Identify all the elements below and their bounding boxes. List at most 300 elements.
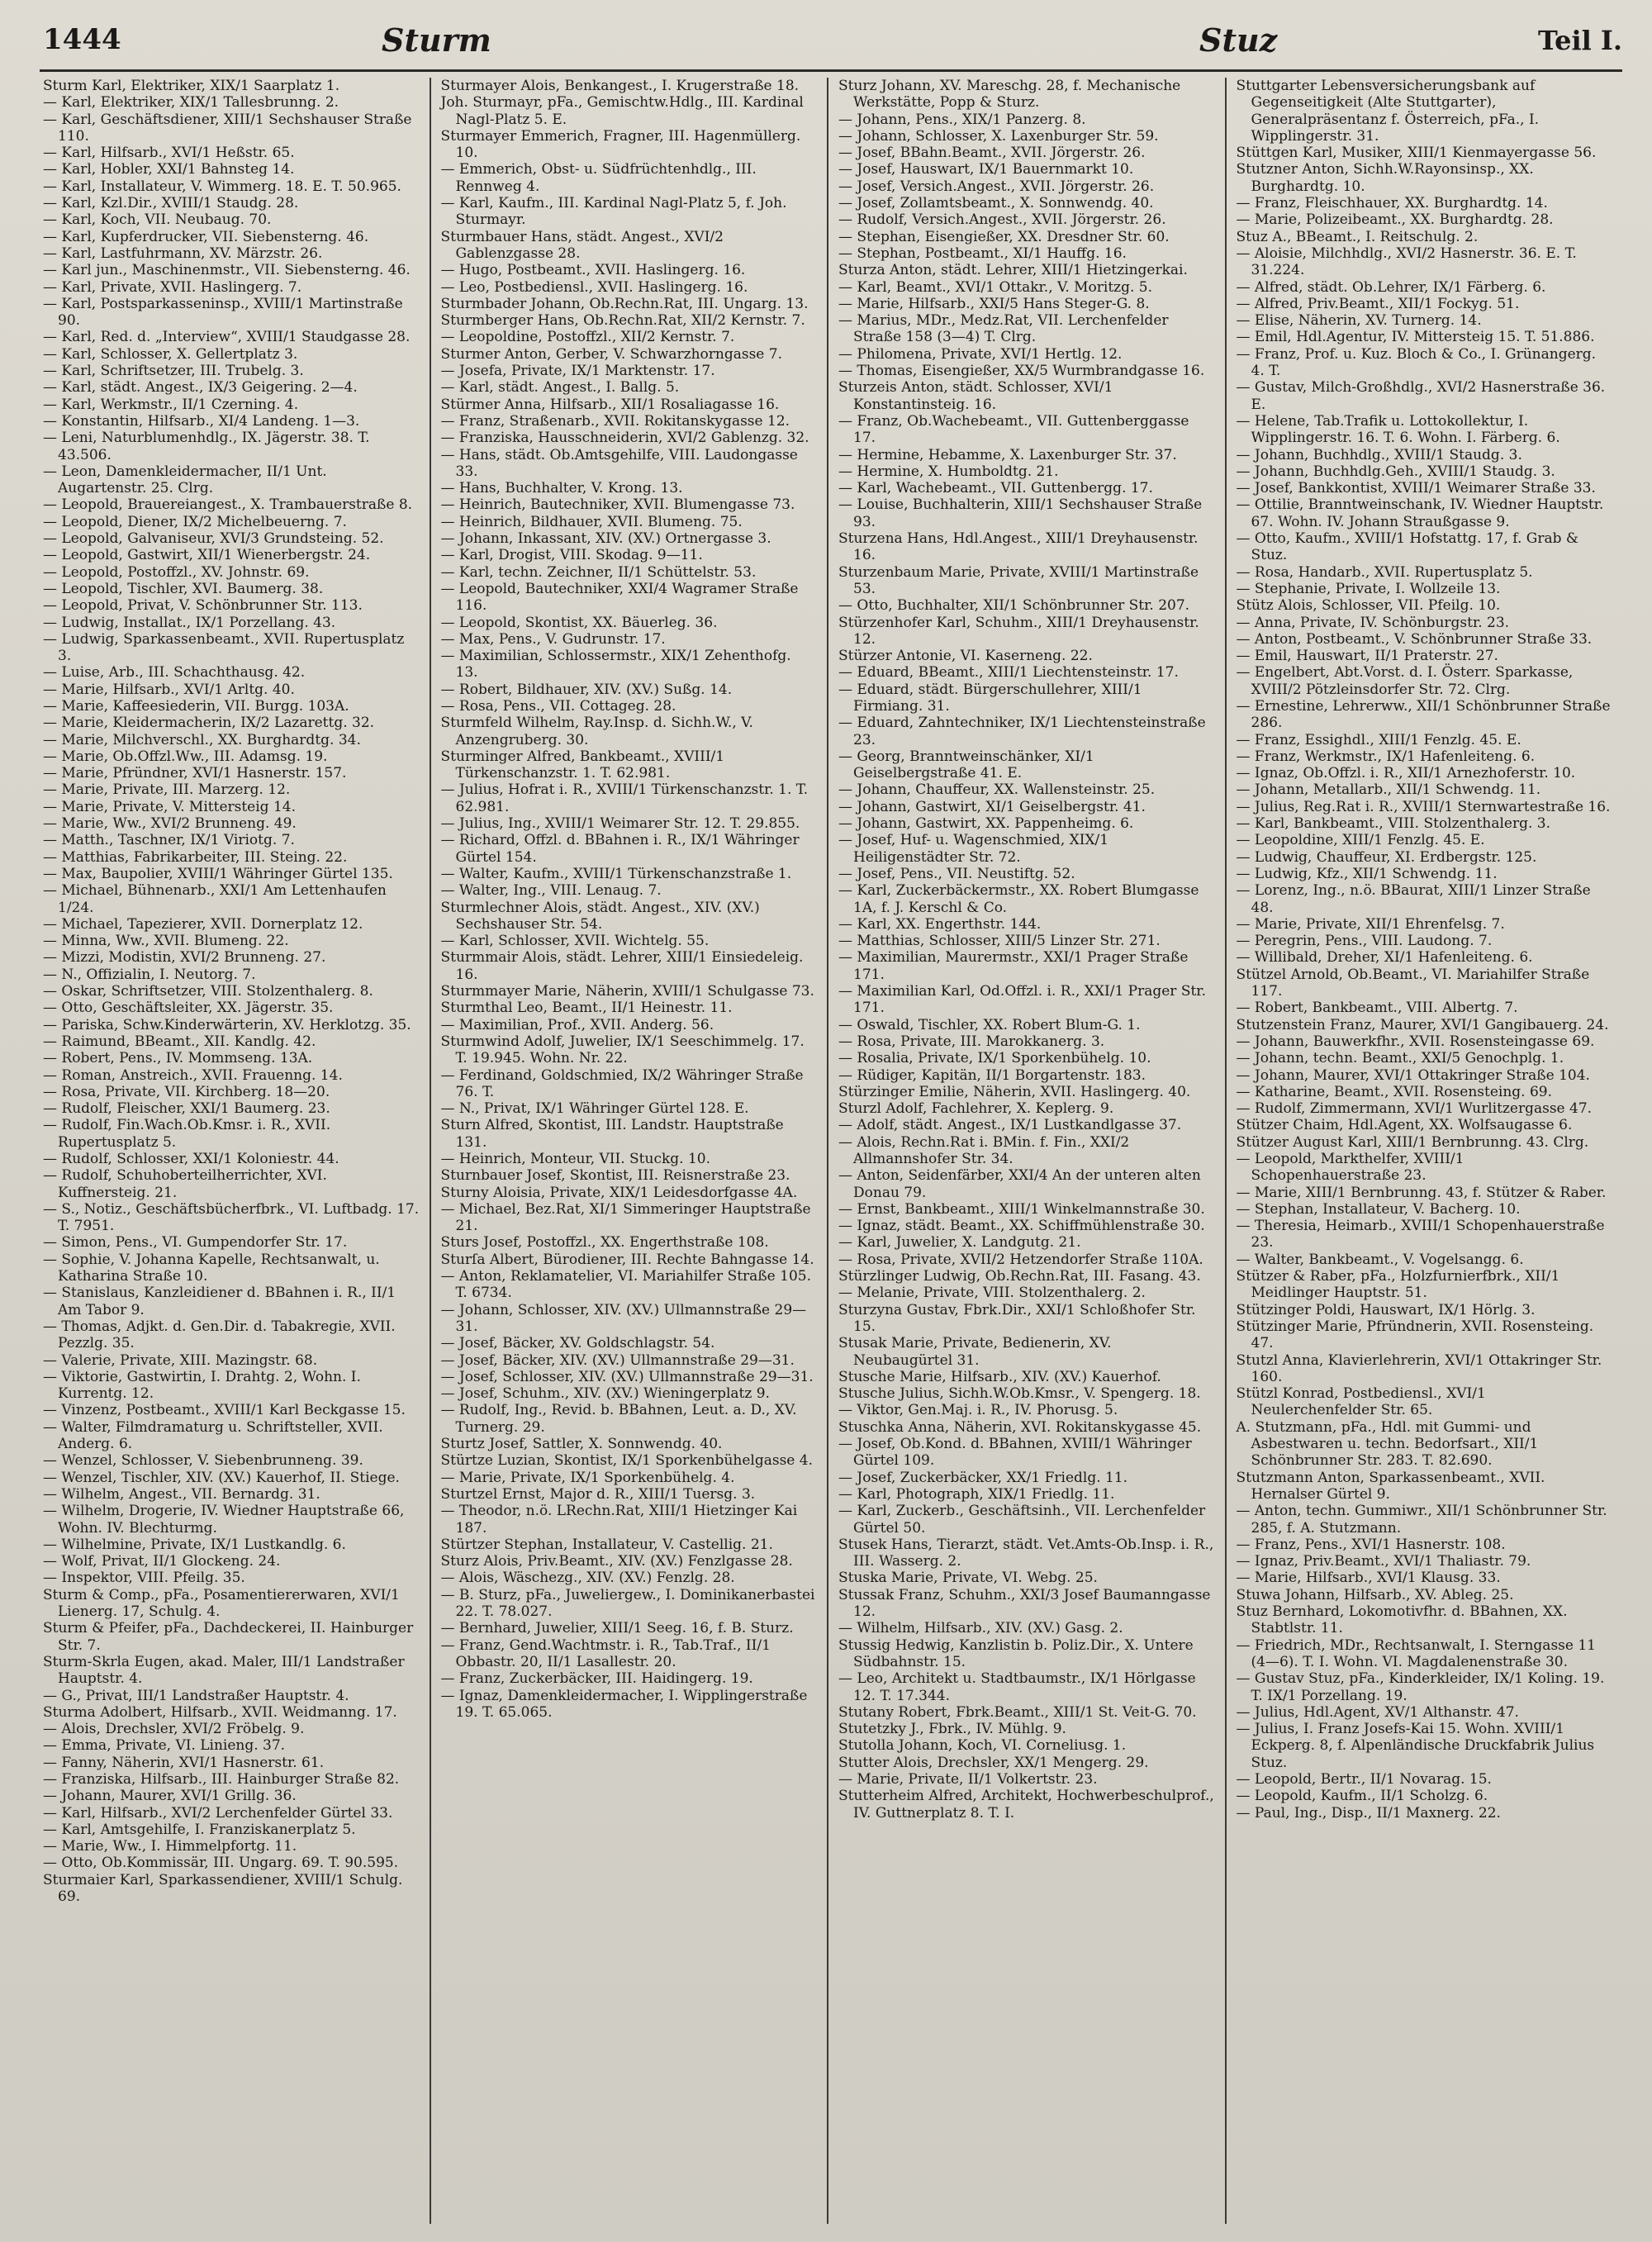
directory-entry: — Viktor, Gen.Maj. i. R., IV. Phorusg. 5. (838, 1402, 1118, 1419)
directory-entry: — Karl, Juwelier, X. Landgutg. 21. (838, 1234, 1081, 1252)
directory-entry: Stussig Hedwig, Kanzlistin b. Poliz.Dir., X. Untere Südbahnstr. 15. (838, 1636, 1194, 1670)
directory-entry: — Johann, Gastwirt, XI/1 Geiselbergstr. 41. (838, 798, 1146, 815)
directory-entry: Stützer August Karl, XIII/1 Bernbrunng. 43. Clrg. (1236, 1133, 1589, 1151)
directory-entry: — Franz, Gend.Wachtmstr. i. R., Tab.Traf., II/1 Obbastr. 20, II/1 Lasallestr. 20. (440, 1636, 771, 1670)
directory-entry: — Leo, Architekt u. Stadtbaumstr., IX/1 Hörlgasse 12. T. 17.344. (838, 1670, 1196, 1704)
directory-entry: — Michael, Bez.Rat, XI/1 Simmeringer Hauptstraße 21. (440, 1200, 811, 1235)
directory-entry: — Leon, Damenkleidermacher, II/1 Unt. Augartenstr. 25. Clrg. (43, 463, 327, 497)
directory-entry: — Robert, Bankbeamt., VIII. Albertg. 7. (1236, 1000, 1518, 1017)
directory-entry: Stuschka Anna, Näherin, XVI. Rokitanskygasse 45. (838, 1418, 1202, 1436)
directory-entry: Sturmbauer Hans, städt. Angest., XVI/2 Gablenzgasse 28. (440, 228, 724, 262)
directory-entry: Stützer Chaim, Hdl.Agent, XX. Wolfsaugasse 6. (1236, 1117, 1573, 1134)
directory-entry: Sturm & Pfeifer, pFa., Dachdeckerei, II. Hainburger Str. 7. (43, 1620, 414, 1654)
directory-entry: — Sophie, V. Johanna Kapelle, Rechtsanwalt, u. Katharina Straße 10. (43, 1251, 380, 1285)
directory-entry: — Stephan, Eisengießer, XX. Dresdner Str. 60. (838, 228, 1170, 245)
directory-entry: — Viktorie, Gastwirtin, I. Drahtg. 2, Wohn. I. Kurrentg. 12. (43, 1368, 361, 1403)
directory-entry: — Rudolf, Schlosser, XXI/1 Koloniestr. 44. (43, 1151, 339, 1167)
directory-entry: — Karl, Hilfsarb., XVI/1 Heßstr. 65. (43, 145, 295, 162)
directory-entry: — Karl, Red. d. „Interview“, XVIII/1 Staudgasse 28. (43, 329, 411, 346)
directory-entry: — Aloisie, Milchhdlg., XVI/2 Hasnerstr. 36. E. T. 31.224. (1236, 245, 1577, 279)
directory-entry: — B. Sturz, pFa., Juweliergew., I. Dominikanerbastei 22. T. 78.027. (440, 1586, 815, 1621)
directory-entry: — Oswald, Tischler, XX. Robert Blum-G. 1. (838, 1016, 1141, 1033)
directory-entry: — Josef, Zuckerbäcker, XX/1 Friedlg. 11. (838, 1469, 1128, 1486)
directory-entry: Sturmthal Leo, Beamt., II/1 Heinestr. 11. (440, 1000, 733, 1017)
directory-entry: — Johann, Maurer, XVI/1 Grillg. 36. (43, 1788, 297, 1805)
directory-entry: Sturmmayer Marie, Näherin, XVIII/1 Schulgasse 73. (440, 983, 814, 1000)
directory-entry: — Heinrich, Bildhauer, XVII. Blumeng. 75. (440, 513, 743, 530)
directory-entry: — Karl, Koch, VII. Neubaug. 70. (43, 211, 272, 229)
directory-entry: Sturmaier Karl, Sparkassendiener, XVIII/1 Schulg. 69. (43, 1871, 403, 1906)
directory-entry: — Walter, Ing., VIII. Lenaug. 7. (440, 882, 662, 900)
directory-entry: — Marie, Hilfsarb., XVI/1 Arltg. 40. (43, 681, 295, 698)
directory-entry: — Walter, Bankbeamt., V. Vogelsangg. 6. (1236, 1251, 1524, 1268)
directory-entry: Stürzer Antonie, VI. Kaserneng. 22. (838, 648, 1093, 665)
directory-entry: — Emil, Hauswart, II/1 Praterstr. 27. (1236, 648, 1498, 665)
directory-entry: — Wilhelm, Hilfsarb., XIV. (XV.) Gasg. 2. (838, 1620, 1123, 1637)
directory-entry: — Luise, Arb., III. Schachthausg. 42. (43, 664, 306, 682)
directory-entry: — Helene, Tab.Trafik u. Lottokollektur, I. Wipplingerstr. 16. T. 6. Wohn. I. Färberg. 6. (1236, 412, 1560, 447)
directory-entry: — Valerie, Private, XIII. Mazingstr. 68. (43, 1351, 318, 1369)
directory-entry: Stutany Robert, Fbrk.Beamt., XIII/1 St. Veit-G. 70. (838, 1703, 1197, 1721)
directory-entry: — Marius, MDr., Medz.Rat, VII. Lerchenfelder Straße 158 (3—4) T. Clrg. (838, 312, 1169, 346)
directory-entry: — Karl, Bankbeamt., VIII. Stolzenthalerg. 3. (1236, 815, 1551, 833)
directory-entry: — Karl, Elektriker, XIX/1 Tallesbrunng. 2. (43, 94, 339, 112)
directory-entry: — Matth., Taschner, IX/1 Viriotg. 7. (43, 832, 295, 849)
directory-entry: Sturzl Adolf, Fachlehrer, X. Keplerg. 9. (838, 1100, 1114, 1118)
directory-entry: Stützinger Marie, Pfründnerin, XVII. Rosensteing. 47. (1236, 1318, 1594, 1352)
directory-entry: — Johann, Metallarb., XII/1 Schwendg. 11. (1236, 781, 1541, 799)
directory-entry: Stutzenstein Franz, Maurer, XVI/1 Gangibauerg. 24. (1236, 1016, 1609, 1033)
directory-entry: — Julius, I. Franz Josefs-Kai 15. Wohn. XVIII/1 Eckperg. 8, f. Alpenländische Druckfabrik Julius Stuz. (1236, 1721, 1595, 1771)
directory-entry: — G., Privat, III/1 Landstraßer Hauptstr. 4. (43, 1687, 349, 1704)
directory-entry: — Anton, techn. Gummiwr., XII/1 Schönbrunner Str. 285, f. A. Stutzmann. (1236, 1503, 1607, 1537)
directory-entry: — Paul, Ing., Disp., II/1 Maxnerg. 22. (1236, 1804, 1501, 1822)
directory-entry: Stützel Arnold, Ob.Beamt., VI. Mariahilfer Straße 117. (1236, 966, 1590, 1000)
directory-entry: — Gustav, Milch-Großhdlg., XVI/2 Hasnerstraße 36. E. (1236, 379, 1606, 413)
directory-entry: — Ernst, Bankbeamt., XIII/1 Winkelmannstraße 30. (838, 1200, 1205, 1218)
directory-entry: — Rudolf, Zimmermann, XVI/1 Wurlitzergasse 47. (1236, 1100, 1593, 1118)
directory-entry: — Karl, Kupferdrucker, VII. Siebensterng. 46. (43, 228, 369, 245)
directory-entry: — Josef, Zollamtsbeamt., X. Sonnwendg. 40. (838, 195, 1154, 212)
directory-entry: — Julius, Ing., XVIII/1 Weimarer Str. 12. T. 29.855. (440, 815, 800, 833)
directory-entry: — Maximilian Karl, Od.Offzl. i. R., XXI/1 Prager Str. 171. (838, 983, 1206, 1017)
directory-entry: — Maximilian, Schlossermstr., XIX/1 Zehenthofg. 13. (440, 648, 791, 682)
directory-entry: — Karl, Private, XVII. Haslingerg. 7. (43, 278, 302, 296)
directory-entry: Stuz Bernhard, Lokomotivfhr. d. BBahnen, XX. Stabtlstr. 11. (1236, 1603, 1568, 1637)
directory-entry: — Karl, Kaufm., III. Kardinal Nagl-Platz 5, f. Joh. Sturmayr. (440, 195, 787, 229)
directory-entry: — Marie, Private, III. Marzerg. 12. (43, 781, 291, 799)
directory-entry: — Leopold, Postoffzl., XV. Johnstr. 69. (43, 563, 310, 581)
directory-entry: — Franz, Ob.Wachebeamt., VII. Guttenberggasse 17. (838, 412, 1189, 447)
directory-entry: — Karl, Drogist, VIII. Skodag. 9—11. (440, 547, 703, 564)
directory-entry: — Leopold, Diener, IX/2 Michelbeuerng. 7. (43, 513, 347, 530)
directory-entry: Stusche Marie, Hilfsarb., XIV. (XV.) Kauerhof. (838, 1368, 1161, 1385)
directory-entry: Stüttgen Karl, Musiker, XIII/1 Kienmayergasse 56. (1236, 145, 1597, 162)
directory-entry: — Karl, städt. Angest., IX/3 Geigering. 2—4. (43, 379, 358, 397)
directory-entry: — Leopold, Brauereiangest., X. Trambauerstraße 8. (43, 496, 413, 514)
directory-entry: — Johann, Schlosser, X. Laxenburger Str. 59. (838, 127, 1159, 145)
directory-entry: Stutterheim Alfred, Architekt, Hochwerbeschulprof., IV. Guttnerplatz 8. T. I. (838, 1788, 1214, 1822)
directory-entry: — Mizzi, Modistin, XVI/2 Brunneng. 27. (43, 949, 326, 967)
directory-entry: Stürtze Luzian, Skontist, IX/1 Sporkenbühelgasse 4. (440, 1452, 813, 1470)
directory-entry: — S., Notiz., Geschäftsbücherfbrk., VI. Luftbadg. 17. T. 7951. (43, 1200, 420, 1235)
directory-entry: Sturmberger Hans, Ob.Rechn.Rat, XII/2 Kernstr. 7. (440, 312, 805, 330)
directory-entry: Sturza Anton, städt. Lehrer, XIII/1 Hietzingerkai. (838, 262, 1188, 279)
directory-entry: Sturtz Josef, Sattler, X. Sonnwendg. 40. (440, 1436, 723, 1453)
directory-entry: — Johann, Pens., XIX/1 Panzerg. 8. (838, 111, 1086, 128)
directory-entry: — Karl, Beamt., XVI/1 Ottakr., V. Moritzg. 5. (838, 278, 1153, 296)
column-3 (827, 78, 1225, 2224)
directory-entry: — Rudolf, Fleischer, XXI/1 Baumerg. 23. (43, 1100, 330, 1118)
directory-entry: — Leopold, Kaufm., II/1 Scholzg. 6. (1236, 1788, 1488, 1805)
directory-entry: — Karl, Schlosser, X. Gellertplatz 3. (43, 345, 298, 363)
directory-entry: — Willibald, Dreher, XI/1 Hafenleiteng. 6. (1236, 949, 1533, 967)
directory-entry: — Ignaz, Priv.Beamt., XVI/1 Thaliastr. 79. (1236, 1553, 1531, 1570)
directory-entry: — Walter, Filmdramaturg u. Schriftsteller, XVII. Anderg. 6. (43, 1418, 383, 1453)
directory-entry: Stützinger Poldi, Hauswart, IX/1 Hörlg. 3. (1236, 1301, 1536, 1318)
column-4 (1225, 78, 1623, 2224)
directory-entry: — Louise, Buchhalterin, XIII/1 Sechshauser Straße 93. (838, 496, 1203, 530)
directory-entry: — Johann, Bauwerkfhr., XVII. Rosensteingasse 69. (1236, 1033, 1595, 1050)
directory-entry: — Lorenz, Ing., n.ö. BBaurat, XIII/1 Linzer Straße 48. (1236, 882, 1591, 916)
directory-entry: Stuttgarter Lebensversicherungsbank auf Gegenseitigkeit (Alte Stuttgarter), Generalpräsentanz f. Österreich, pFa., I. Wipplingerstr. 31. (1236, 78, 1540, 145)
directory-entry: — Karl, Schriftsetzer, III. Trubelg. 3. (43, 363, 304, 380)
directory-entry: — Melanie, Private, VIII. Stolzenthalerg. 2. (838, 1285, 1146, 1302)
directory-entry: — Julius, Reg.Rat i. R., XVIII/1 Sternwartestraße 16. (1236, 798, 1611, 815)
directory-entry: — Emma, Private, VI. Linieng. 37. (43, 1737, 286, 1755)
directory-entry: — Karl, Postsparkasseninsp., XVIII/1 Martinstraße 90. (43, 295, 403, 330)
directory-entry: — Max, Baupolier, XVIII/1 Währinger Gürtel 135. (43, 865, 393, 882)
directory-entry: Stuz A., BBeamt., I. Reitschulg. 2. (1236, 228, 1479, 245)
directory-entry: — Eduard, Zahntechniker, IX/1 Liechtensteinstraße 23. (838, 715, 1206, 748)
directory-entry: Sturmfeld Wilhelm, Ray.Insp. d. Sichh.W., V. Anzengruberg. 30. (440, 715, 753, 748)
directory-entry: Stutetzky J., Fbrk., IV. Mühlg. 9. (838, 1721, 1066, 1738)
directory-entry: — Bernhard, Juwelier, XIII/1 Seeg. 16, f. B. Sturz. (440, 1620, 794, 1637)
directory-entry: — Alois, Wäschezg., XIV. (XV.) Fenzlg. 28. (440, 1570, 735, 1587)
directory-entry: Stürmer Anna, Hilfsarb., XII/1 Rosaliagasse 16. (440, 396, 780, 413)
directory-entry: — Philomena, Private, XVI/1 Hertlg. 12. (838, 345, 1123, 363)
directory-entry: — Wilhelmine, Private, IX/1 Lustkandlg. 6. (43, 1536, 346, 1553)
directory-entry: — Hans, städt. Ob.Amtsgehilfe, VIII. Laudongasse 33. (440, 446, 798, 480)
directory-entry: Stusche Julius, Sichh.W.Ob.Kmsr., V. Spengerg. 18. (838, 1385, 1201, 1403)
directory-entry: Sturny Aloisia, Private, XIX/1 Leidesdorfgasse 4A. (440, 1184, 798, 1201)
directory-entry: — Franz, Prof. u. Kuz. Bloch & Co., I. Grünangerg. 4. T. (1236, 345, 1597, 380)
directory-entry: — Wilhelm, Drogerie, IV. Wiedner Hauptstraße 66, Wohn. IV. Blechturmg. (43, 1503, 405, 1537)
directory-entry: — Hermine, X. Humboldtg. 21. (838, 463, 1059, 480)
directory-entry: — Rosalia, Private, IX/1 Sporkenbühelg. 10. (838, 1050, 1151, 1067)
directory-entry: Sturmayer Alois, Benkangest., I. Krugerstraße 18. (440, 78, 800, 94)
directory-entry: — Julius, Hdl.Agent, XV/1 Althanstr. 47. (1236, 1703, 1519, 1721)
directory-entry: — Franziska, Hilfsarb., III. Hainburger Straße 82. (43, 1770, 400, 1788)
directory-entry: — Otto, Ob.Kommissär, III. Ungarg. 69. T. 90.595. (43, 1855, 399, 1872)
directory-entry: Sturzeis Anton, städt. Schlosser, XVI/1 Konstantinsteig. 16. (838, 379, 1113, 413)
directory-entry: Sturmayer Emmerich, Fragner, III. Hagenmüllerg. 10. (440, 127, 801, 162)
directory-entry: Sturm Karl, Elektriker, XIX/1 Saarplatz 1. (43, 78, 340, 94)
directory-entry: — Julius, Hofrat i. R., XVIII/1 Türkenschanzstr. 1. T. 62.981. (440, 781, 809, 815)
column-2 (430, 78, 828, 2224)
directory-entry: Stütz Alois, Schlosser, VII. Pfeilg. 10. (1236, 597, 1501, 615)
directory-entry: — Leopold, Skontist, XX. Bäuerleg. 36. (440, 614, 718, 631)
directory-entry: — Gustav Stuz, pFa., Kinderkleider, IX/1 Koling. 19. T. IX/1 Porzellang. 19. (1236, 1670, 1605, 1704)
directory-entry: — Konstantin, Hilfsarb., XI/4 Landeng. 1—3. (43, 412, 360, 430)
directory-entry: — Robert, Pens., IV. Mommseng. 13A. (43, 1050, 313, 1067)
column-1 (40, 78, 430, 2224)
directory-entry: — Stanislaus, Kanzleidiener d. BBahnen i. R., II/1 Am Tabor 9. (43, 1285, 396, 1318)
directory-entry: — Johann, Gastwirt, XX. Pappenheimg. 6. (838, 815, 1134, 833)
directory-entry: Stuwa Johann, Hilfsarb., XV. Ableg. 25. (1236, 1586, 1514, 1603)
directory-entry: — Theodor, n.ö. LRechn.Rat, XIII/1 Hietzinger Kai 187. (440, 1503, 798, 1537)
directory-entry: Stutolla Johann, Koch, VI. Corneliusg. 1. (838, 1737, 1127, 1755)
directory-entry: — Thomas, Eisengießer, XX/5 Wurmbrandgasse 16. (838, 363, 1205, 380)
directory-entry: Sturm & Comp., pFa., Posamentiererwaren, XVI/1 Lienerg. 17, Schulg. 4. (43, 1586, 400, 1621)
directory-entry: — Johann, Buchhdlg., XVIII/1 Staudg. 3. (1236, 446, 1522, 463)
directory-entry: — Marie, Kaffeesiederin, VII. Burgg. 103A. (43, 697, 349, 715)
running-head-last-word: Stuz (1199, 21, 1278, 59)
directory-entry: — Maximilian, Prof., XVII. Anderg. 56. (440, 1016, 714, 1033)
page-number: 1444 (43, 23, 121, 56)
directory-entry: — Franz, Pens., XVI/1 Hasnerstr. 108. (1236, 1536, 1506, 1553)
directory-entry: — Marie, Ww., XVI/2 Brunneng. 49. (43, 815, 297, 833)
directory-entry: — Otto, Buchhalter, XII/1 Schönbrunner Str. 207. (838, 597, 1190, 615)
directory-entry: — Karl, städt. Angest., I. Ballg. 5. (440, 379, 680, 397)
directory-entry: — Karl, Hilfsarb., XVI/2 Lerchenfelder Gürtel 33. (43, 1804, 393, 1822)
directory-entry: Stürzenhofer Karl, Schuhm., XIII/1 Dreyhausenstr. 12. (838, 614, 1199, 648)
directory-entry: — Vinzenz, Postbeamt., XVIII/1 Karl Beckgasse 15. (43, 1402, 406, 1419)
directory-entry: — Ignaz, Damenkleidermacher, I. Wipplingerstraße 19. T. 65.065. (440, 1687, 808, 1721)
directory-entry: — Josefa, Private, IX/1 Marktenstr. 17. (440, 363, 715, 380)
directory-entry: Sturzyna Gustav, Fbrk.Dir., XXI/1 Schloßhofer Str. 15. (838, 1301, 1196, 1335)
directory-entry: — Karl, Hobler, XXI/1 Bahnsteg 14. (43, 161, 295, 178)
directory-entry: — Stephanie, Private, I. Wollzeile 13. (1236, 580, 1501, 597)
directory-entry: — Josef, Bäcker, XIV. (XV.) Ullmannstraße 29—31. (440, 1351, 795, 1369)
directory-entry: Stürzinger Emilie, Näherin, XVII. Haslingerg. 40. (838, 1083, 1191, 1100)
directory-entry: — Karl, Lastfuhrmann, XV. Märzstr. 26. (43, 245, 323, 262)
directory-entry: — Marie, Pfründner, XVI/1 Hasnerstr. 157. (43, 765, 347, 782)
directory-entry: — Michael, Tapezierer, XVII. Dornerplatz 12. (43, 915, 363, 933)
directory-entry: — Franziska, Hausschneiderin, XVI/2 Gablenzg. 32. (440, 430, 809, 447)
directory-entry: Stützl Konrad, Postbediensl., XVI/1 Neulerchenfelder Str. 65. (1236, 1385, 1486, 1419)
directory-entry: — Stephan, Postbeamt., XI/1 Hauffg. 16. (838, 245, 1127, 262)
directory-entry: — Matthias, Fabrikarbeiter, III. Steing. 22. (43, 848, 348, 866)
directory-entry: — Elise, Näherin, XV. Turnerg. 14. (1236, 312, 1482, 330)
directory-entry: — Franz, Werkmstr., IX/1 Hafenleiteng. 6. (1236, 748, 1536, 765)
directory-entry: — Ludwig, Kfz., XII/1 Schwendg. 11. (1236, 865, 1498, 882)
directory-entry: — Karl, Schlosser, XVII. Wichtelg. 55. (440, 933, 710, 950)
directory-entry: — Raimund, BBeamt., XII. Kandlg. 42. (43, 1033, 316, 1050)
directory-entry: — Franz, Zuckerbäcker, III. Haidingerg. 19. (440, 1670, 753, 1688)
directory-entry: — Marie, Ob.Offzl.Ww., III. Adamsg. 19. (43, 748, 328, 765)
directory-entry: — Wolf, Privat, II/1 Glockeng. 24. (43, 1553, 281, 1570)
directory-entry: — Otto, Geschäftsleiter, XX. Jägerstr. 35. (43, 1000, 334, 1017)
directory-entry: — Franz, Essighdl., XIII/1 Fenzlg. 45. E. (1236, 731, 1521, 748)
directory-entry: — Josef, Schlosser, XIV. (XV.) Ullmannstraße 29—31. (440, 1368, 814, 1385)
directory-entry: — Karl, Zuckerbäckermstr., XX. Robert Blumgasse 1A, f. J. Kerschl & Co. (838, 882, 1199, 916)
directory-entry: — Marie, Hilfsarb., XVI/1 Klausg. 33. (1236, 1570, 1501, 1587)
directory-entry: — Karl, Installateur, V. Wimmerg. 18. E. T. 50.965. (43, 178, 401, 195)
directory-entry: — Leopold, Tischler, XVI. Baumerg. 38. (43, 580, 324, 597)
directory-entry: — Roman, Anstreich., XVII. Frauenng. 14. (43, 1066, 343, 1084)
directory-entry: — Ignaz, Ob.Offzl. i. R., XII/1 Arnezhoferstr. 10. (1236, 765, 1576, 782)
directory-entry: — Alois, Rechn.Rat i. BMin. f. Fin., XXI/2 Allmannshofer Str. 34. (838, 1133, 1130, 1167)
directory-entry: — Karl jun., Maschinenmstr., VII. Siebensterng. 46. (43, 262, 411, 279)
directory-entry: — Ludwig, Sparkassenbeamt., XVII. Rupertusplatz 3. (43, 630, 405, 665)
directory-entry: — Minna, Ww., XVII. Blumeng. 22. (43, 933, 289, 950)
directory-entry: — Karl, Kzl.Dir., XVIII/1 Staudg. 28. (43, 195, 299, 212)
directory-entry: — Eduard, städt. Bürgerschullehrer, XIII/1 Firmiang. 31. (838, 681, 1142, 715)
directory-entry: — Josef, Bankkontist, XVIII/1 Weimarer Straße 33. (1236, 480, 1596, 497)
directory-entry: — Johann, Maurer, XVI/1 Ottakringer Straße 104. (1236, 1066, 1590, 1084)
directory-entry: Sturmmair Alois, städt. Lehrer, XIII/1 Einsiedeleig. 16. (440, 949, 804, 983)
directory-entry: Stützer & Raber, pFa., Holzfurnierfbrk., XII/1 Meidlinger Hauptstr. 51. (1236, 1268, 1560, 1302)
directory-entry: Sturmwind Adolf, Juwelier, IX/1 Seeschimmelg. 17. T. 19.945. Wohn. Nr. 22. (440, 1033, 805, 1067)
directory-entry: — Karl, Zuckerb., Geschäftsinh., VII. Lerchenfelder Gürtel 50. (838, 1503, 1206, 1537)
directory-entry: Stürtzer Stephan, Installateur, V. Castellig. 21. (440, 1536, 773, 1553)
directory-entry: — Marie, Private, XII/1 Ehrenfelsg. 7. (1236, 915, 1505, 933)
directory-entry: — Karl, Wachebeamt., VII. Guttenbergg. 17. (838, 480, 1153, 497)
directory-entry: — Georg, Branntweinschänker, XI/1 Geiselbergstraße 41. E. (838, 748, 1094, 782)
directory-entry: — Thomas, Adjkt. d. Gen.Dir. d. Tabakregie, XVII. Pezzlg. 35. (43, 1318, 396, 1352)
directory-entry: — Marie, Private, II/1 Volkertstr. 23. (838, 1770, 1098, 1788)
directory-entry: — Rudolf, Schuhoberteilherrichter, XVI. Kuffnersteig. 21. (43, 1167, 327, 1201)
directory-entry: — Leopold, Markthelfer, XVIII/1 Schopenhauerstraße 23. (1236, 1151, 1464, 1185)
directory-entry: — Inspektor, VIII. Pfeilg. 35. (43, 1570, 245, 1587)
directory-entry: — Marie, Hilfsarb., XXI/5 Hans Steger-G. 8. (838, 295, 1150, 312)
directory-entry: — Stephan, Installateur, V. Bacherg. 10. (1236, 1200, 1521, 1218)
directory-entry: — Theresia, Heimarb., XVIII/1 Schopenhauerstraße 23. (1236, 1218, 1605, 1252)
directory-entry: — Max, Pens., V. Gudrunstr. 17. (440, 630, 666, 648)
directory-entry: A. Stutzmann, pFa., Hdl. mit Gummi- und Asbestwaren u. techn. Bedorfsart., XII/1 Schönbrunner Str. 283. T. 82.690. (1236, 1418, 1539, 1470)
directory-entry: — Engelbert, Abt.Vorst. d. I. Österr. Sparkasse, XVIII/2 Pötzleinsdorfer Str. 72. Clrg. (1236, 664, 1574, 698)
directory-entry: — Wenzel, Schlosser, V. Siebenbrunneng. 39. (43, 1452, 363, 1470)
directory-entry: Sturzena Hans, Hdl.Angest., XIII/1 Dreyhausenstr. 16. (838, 530, 1199, 564)
directory-entry: Sturzenbaum Marie, Private, XVIII/1 Martinstraße 53. (838, 563, 1199, 597)
directory-entry: — Johann, techn. Beamt., XXI/5 Genochplg. 1. (1236, 1050, 1564, 1067)
directory-entry: — Marie, Kleidermacherin, IX/2 Lazarettg. 32. (43, 715, 375, 732)
directory-entry: — Leo, Postbediensl., XVII. Haslingerg. 16. (440, 278, 748, 296)
directory-entry: — Josef, Huf- u. Wagenschmied, XIX/1 Heiligenstädter Str. 72. (838, 832, 1109, 866)
directory-entry: — Hermine, Hebamme, X. Laxenburger Str. 37. (838, 446, 1177, 463)
directory-entry: — Peregrin, Pens., VIII. Laudong. 7. (1236, 933, 1493, 950)
directory-entry: — N., Privat, IX/1 Währinger Gürtel 128. E. (440, 1100, 749, 1118)
directory-entry: — Ludwig, Installat., IX/1 Porzellang. 43. (43, 614, 336, 631)
directory-entry: Sturs Josef, Postoffzl., XX. Engerthstraße 108. (440, 1234, 769, 1252)
directory-entry: Stusak Marie, Private, Bedienerin, XV. Neubaugürtel 31. (838, 1335, 1112, 1369)
directory-entry: — Leopoldine, Postoffzl., XII/2 Kernstr. 7. (440, 329, 735, 346)
directory-entry: Stuska Marie, Private, VI. Webg. 25. (838, 1570, 1098, 1587)
directory-entry: — Josef, Pens., VII. Neustiftg. 52. (838, 865, 1075, 882)
columns (40, 78, 1622, 2224)
directory-entry: — Hugo, Postbeamt., XVII. Haslingerg. 16. (440, 262, 746, 279)
directory-entry: — Josef, Hauswart, IX/1 Bauernmarkt 10. (838, 161, 1134, 178)
directory-entry: — Rosa, Handarb., XVII. Rupertusplatz 5. (1236, 563, 1533, 581)
page-header (43, 18, 1622, 64)
directory-entry: — Alfred, städt. Ob.Lehrer, IX/1 Färberg. 6. (1236, 278, 1546, 296)
directory-entry: — Josef, BBahn.Beamt., XVII. Jörgerstr. 26. (838, 145, 1146, 162)
directory-entry: Stutzner Anton, Sichh.W.Rayonsinsp., XX. Burghardtg. 10. (1236, 161, 1534, 195)
directory-entry: — Leopoldine, XIII/1 Fenzlg. 45. E. (1236, 832, 1485, 849)
directory-entry: — Michael, Bühnenarb., XXI/1 Am Lettenhaufen 1/24. (43, 882, 387, 916)
directory-entry: Stürzlinger Ludwig, Ob.Rechn.Rat, III. Fasang. 43. (838, 1268, 1201, 1285)
directory-entry: — Johann, Schlosser, XIV. (XV.) Ullmannstraße 29—31. (440, 1301, 807, 1335)
directory-entry: — Alois, Drechsler, XVI/2 Fröbelg. 9. (43, 1721, 305, 1738)
directory-entry: — Karl, techn. Zeichner, II/1 Schüttelstr. 53. (440, 563, 757, 581)
directory-entry: — Marie, Ww., I. Himmelpfortg. 11. (43, 1838, 297, 1855)
directory-entry: — Simon, Pens., VI. Gumpendorfer Str. 17. (43, 1234, 348, 1252)
directory-entry: — Karl, Amtsgehilfe, I. Franziskanerplatz 5. (43, 1821, 356, 1838)
directory-entry: — Rosa, Private, VII. Kirchberg. 18—20. (43, 1083, 330, 1100)
directory-entry: Sturn Alfred, Skontist, III. Landstr. Hauptstraße 131. (440, 1117, 784, 1151)
directory-entry: — Otto, Kaufm., XVIII/1 Hofstattg. 17, f. Grab & Stuz. (1236, 530, 1579, 564)
directory-entry: — Anton, Reklamatelier, VI. Mariahilfer Straße 105. T. 6734. (440, 1268, 811, 1302)
directory-entry: — Anton, Seidenfärber, XXI/4 An der unteren alten Donau 79. (838, 1167, 1201, 1201)
header-rule (40, 69, 1622, 72)
directory-entry: — Marie, Polizeibeamt., XX. Burghardtg. 28. (1236, 211, 1554, 229)
directory-entry: — Alfred, Priv.Beamt., XII/1 Fockyg. 51. (1236, 295, 1520, 312)
directory-entry: Sturſa Albert, Bürodiener, III. Rechte Bahngasse 14. (440, 1251, 814, 1268)
directory-entry: — Heinrich, Monteur, VII. Stuckg. 10. (440, 1151, 711, 1167)
directory-entry: — Fanny, Näherin, XVI/1 Hasnerstr. 61. (43, 1754, 325, 1771)
directory-entry: — Leopold, Galvaniseur, XVI/3 Grundsteing. 52. (43, 530, 384, 548)
directory-entry: — Emmerich, Obst- u. Südfrüchtenhdlg., III. Rennweg 4. (440, 161, 757, 195)
directory-entry: Stutzmann Anton, Sparkassenbeamt., XVII. Hernalser Gürtel 9. (1236, 1469, 1545, 1503)
directory-entry: Sturm-Skrla Eugen, akad. Maler, III/1 Landstraßer Hauptstr. 4. (43, 1653, 405, 1688)
running-head-first-word: Sturm (382, 21, 491, 59)
directory-entry: — Johann, Chauffeur, XX. Wallensteinstr. 25. (838, 781, 1156, 799)
directory-entry: — Eduard, BBeamt., XIII/1 Liechtensteinstr. 17. (838, 664, 1179, 682)
directory-entry: — Marie, Private, V. Mittersteig 14. (43, 798, 296, 815)
directory-entry: — Robert, Bildhauer, XIV. (XV.) Sußg. 14. (440, 681, 733, 698)
directory-entry: Sturma Adolbert, Hilfsarb., XVII. Weidmanng. 17. (43, 1703, 397, 1721)
directory-entry: — Hans, Buchhalter, V. Krong. 13. (440, 480, 683, 497)
directory-entry: — Johann, Buchhdlg.Geh., XVIII/1 Staudg. 3. (1236, 463, 1555, 480)
directory-entry: — Anna, Private, IV. Schönburgstr. 23. (1236, 614, 1510, 631)
directory-entry: — Heinrich, Bautechniker, XVII. Blumengasse 73. (440, 496, 795, 514)
directory-entry: Stusek Hans, Tierarzt, städt. Vet.Amts-Ob.Insp. i. R., III. Wasserg. 2. (838, 1536, 1214, 1570)
directory-entry: — Wilhelm, Angest., VII. Bernardg. 31. (43, 1485, 320, 1503)
directory-entry: — Pariska, Schw.Kinderwärterin, XV. Herklotzg. 35. (43, 1016, 411, 1033)
directory-entry: — Wenzel, Tischler, XIV. (XV.) Kauerhof, II. Stiege. (43, 1469, 400, 1486)
directory-entry: — Rosa, Private, III. Marokkanerg. 3. (838, 1033, 1105, 1050)
directory-entry: Sturz Alois, Priv.Beamt., XIV. (XV.) Fenzlgasse 28. (440, 1553, 793, 1570)
directory-entry: — Leopold, Bautechniker, XXI/4 Wagramer Straße 116. (440, 580, 799, 615)
directory-entry: — Rudolf, Fin.Wach.Ob.Kmsr. i. R., XVII. Rupertusplatz 5. (43, 1117, 331, 1151)
directory-entry: Sturnbauer Josef, Skontist, III. Reisnerstraße 23. (440, 1167, 790, 1185)
directory-entry: — Josef, Bäcker, XV. Goldschlagstr. 54. (440, 1335, 715, 1352)
directory-entry: — Karl, Geschäftsdiener, XIII/1 Sechshauser Straße 110. (43, 111, 412, 145)
directory-entry: — Leopold, Bertr., II/1 Novarag. 15. (1236, 1770, 1492, 1788)
directory-entry: — Josef, Schuhm., XIV. (XV.) Wieningerplatz 9. (440, 1385, 770, 1403)
directory-entry: Sturminger Alfred, Bankbeamt., XVIII/1 Türkenschanzstr. 1. T. 62.981. (440, 748, 725, 782)
directory-entry: — Anton, Postbeamt., V. Schönbrunner Straße 33. (1236, 630, 1593, 648)
directory-entry: — Rudolf, Ing., Revid. b. BBahnen, Leut. a. D., XV. Turnerg. 29. (440, 1402, 797, 1436)
directory-entry: Joh. Sturmayr, pFa., Gemischtw.Hdlg., III. Kardinal Nagl-Platz 5. E. (440, 94, 804, 128)
directory-entry: — Leni, Naturblumenhdlg., IX. Jägerstr. 38. T. 43.506. (43, 430, 370, 463)
directory-entry: — Ernestine, Lehrerww., XII/1 Schönbrunner Straße 286. (1236, 697, 1611, 732)
directory-entry: — Marie, Milchverschl., XX. Burghardtg. 34. (43, 731, 361, 748)
directory-entry: — Richard, Offzl. d. BBahnen i. R., IX/1 Währinger Gürtel 154. (440, 832, 800, 866)
directory-entry: — Leopold, Gastwirt, XII/1 Wienerbergstr. 24. (43, 547, 371, 564)
directory-entry: — Maximilian, Maurermstr., XXI/1 Prager Straße 171. (838, 949, 1189, 983)
directory-entry: — Josef, Ob.Kond. d. BBahnen, XVIII/1 Währinger Gürtel 109. (838, 1436, 1192, 1470)
directory-entry: — Josef, Versich.Angest., XVII. Jörgerstr. 26. (838, 178, 1155, 195)
directory-entry: — Ludwig, Chauffeur, XI. Erdbergstr. 125. (1236, 848, 1537, 866)
directory-entry: Stutter Alois, Drechsler, XX/1 Mengerg. 29. (838, 1754, 1149, 1771)
directory-entry: Sturmer Anton, Gerber, V. Schwarzhorngasse 7. (440, 345, 782, 363)
directory-entry: — Rosa, Private, XVII/2 Hetzendorfer Straße 110A. (838, 1251, 1203, 1268)
directory-entry: — Rüdiger, Kapitän, II/1 Borgartenstr. 183. (838, 1066, 1146, 1084)
part-label: Teil I. (1537, 25, 1622, 56)
directory-entry: — Rosa, Pens., VII. Cottageg. 28. (440, 697, 676, 715)
